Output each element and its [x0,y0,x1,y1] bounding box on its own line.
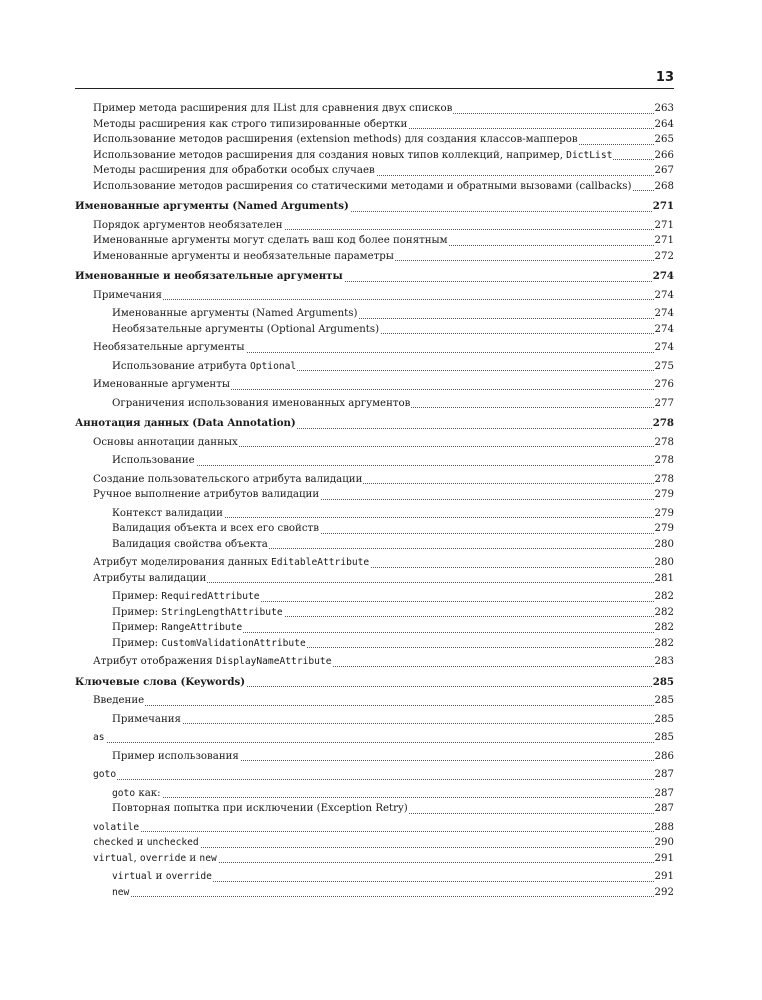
title-text: Введение [93,695,145,706]
toc-entry-page: 274 [654,322,674,338]
toc-entry-title [112,803,409,814]
toc-entry-title [112,871,213,882]
toc-entry[interactable] [75,835,674,851]
toc-entry-page: 282 [654,589,674,605]
toc-entry-title [112,523,320,534]
toc-entry[interactable] [75,869,674,885]
title-text: Основы аннотации данных [93,436,238,448]
toc-entry-page: 279 [654,521,674,537]
toc-entry-title [93,656,332,667]
toc-entry-title [93,732,106,743]
toc-entry-page: 278 [652,416,674,432]
title-text: Методы расширения как строго типизированные обертки [93,118,408,130]
toc-entry[interactable] [75,322,674,338]
toc-entry[interactable] [75,521,674,537]
toc-entry-title [112,308,358,319]
toc-entry-page: 274 [652,269,674,285]
toc-entry-title [93,342,246,353]
toc-entry-page: 278 [654,472,674,488]
code-term: virtual [93,852,134,864]
toc-entry-title [93,695,145,706]
title-text: Ключевые слова (Keywords) [75,675,246,688]
code-term: StringLengthAttribute [161,606,283,618]
title-text: и [186,852,200,864]
code-term: new [112,886,130,898]
toc-entry[interactable] [75,117,674,133]
toc-entry-title [93,769,117,780]
toc-entry[interactable] [75,654,674,670]
title-text: и [133,837,147,848]
title-text: Валидация объекта и всех его свойств [112,523,319,534]
title-text: Примечания [112,713,181,725]
title-text: Использование методов расширения (extension methods) для создания классов-мапперов [93,134,578,145]
toc-entry-page: 266 [654,148,674,164]
toc-entry[interactable] [75,306,674,322]
code-term: DisplayNameAttribute [215,656,332,667]
code-term: new [199,852,217,864]
title-text: Примечания [93,289,162,301]
toc-entry-title [112,887,130,898]
code-term: EditableAttribute [271,557,370,568]
title-text: Атрибут моделирования данных [93,557,272,568]
title-text: Ручное выполнение атрибутов валидации [93,489,320,500]
title-text: Необязательные аргументы [93,342,245,353]
toc-entry[interactable] [75,589,674,605]
title-text: Именованные аргументы и необязательные параметры [93,250,394,262]
toc-entry[interactable] [75,179,674,195]
toc-entry[interactable] [75,132,674,148]
toc-entry-page: 274 [654,306,674,322]
title-text: Именованные аргументы (Named Arguments) [75,200,349,212]
toc-entry-page: 272 [654,249,674,265]
title-text: Использование методов расширения для создания новых типов коллекций, например, [93,149,567,161]
dot-leader [112,896,654,897]
title-text: Пример метода расширения для IList для сравнения двух списков [93,103,453,114]
toc-entry-title [75,676,246,688]
toc-entry[interactable] [75,555,674,571]
title-text: Пример использования [112,750,239,762]
title-text: Валидация свойства объекта [112,538,268,550]
toc-entry-page: 287 [654,786,674,802]
toc-entry-title [112,714,182,725]
title-text: Создание пользовательского атрибута валидации [93,473,363,485]
toc-entry[interactable] [75,506,674,522]
toc-entry-title [93,181,632,192]
toc-entry-title [93,235,449,246]
code-term: goto [93,769,117,780]
toc-entry-page: 268 [654,179,674,195]
title-text: Порядок аргументов необязателен [93,219,283,231]
code-term: RequiredAttribute [161,591,260,602]
toc-entry-title [93,437,239,448]
title-text: Ограничения использования именованных аргументов [112,397,411,409]
toc-entry-page: 282 [654,620,674,636]
code-term: override [165,871,212,882]
toc-entry-page: 279 [654,487,674,503]
toc-entry-title [112,539,269,550]
toc-entry-title [93,165,376,176]
table-of-contents [75,101,674,900]
toc-entry-title [93,220,284,231]
toc-entry-page: 286 [654,749,674,765]
toc-entry-title [93,853,218,864]
toc-entry-page: 291 [654,851,674,867]
toc-entry-page: 264 [654,117,674,133]
toc-entry-title [75,200,350,212]
toc-entry-page: 271 [654,218,674,234]
toc-entry-title [93,134,579,145]
title-text: Атрибуты валидации [93,572,207,584]
toc-entry[interactable] [75,218,674,234]
toc-entry-title [93,379,231,390]
title-text: Именованные аргументы (Named Arguments) [112,308,358,319]
title-text: Атрибут отображения [93,656,216,667]
toc-entry[interactable] [75,749,674,765]
toc-entry-title [93,103,453,114]
code-term: virtual [112,871,153,882]
code-term: as [93,732,105,743]
toc-entry-title [93,251,395,262]
toc-entry-page: 271 [654,233,674,249]
code-term: goto [112,787,136,799]
code-term: CustomValidationAttribute [161,637,306,649]
title-text: Пример: [112,637,162,649]
toc-entry-title [93,822,140,833]
toc-entry[interactable] [75,269,674,285]
toc-entry-page: 285 [652,675,674,691]
title-text: Пример: [112,606,162,618]
toc-entry[interactable] [75,537,674,553]
title-text: Именованные аргументы [93,379,230,390]
toc-entry[interactable] [75,571,674,587]
toc-entry[interactable] [75,636,674,652]
toc-entry-title [112,622,243,633]
title-text: Использование атрибута [112,360,250,372]
title-text: Именованные и необязательные аргументы [75,270,343,282]
title-text: Контекст валидации [112,507,223,519]
toc-entry[interactable] [75,416,674,432]
toc-entry[interactable] [75,693,674,709]
toc-entry[interactable] [75,730,674,746]
header-rule [75,88,674,89]
toc-entry-page: 290 [654,835,674,851]
toc-entry-title [93,119,408,130]
toc-entry-page: 281 [654,571,674,587]
toc-entry-page: 267 [654,163,674,179]
code-term: volatile [93,821,140,833]
title-text: Аннотация данных (Data Annotation) [75,417,296,429]
dot-leader [112,797,654,798]
toc-entry[interactable] [75,233,674,249]
toc-entry-title [112,398,411,409]
dot-leader [93,831,654,832]
dot-leader [93,299,654,300]
dot-leader [93,705,654,706]
toc-entry-title [93,290,163,301]
title-text: как: [135,787,161,799]
toc-entry-title [112,591,261,602]
toc-entry-page: 287 [654,767,674,783]
toc-entry-title [93,150,613,161]
toc-entry-title [93,489,320,500]
title-text: Пример: [112,622,162,633]
toc-entry-page: 280 [654,537,674,553]
toc-entry[interactable] [75,249,674,265]
toc-entry[interactable] [75,396,674,412]
toc-entry-page: 285 [654,730,674,746]
toc-entry-title [112,607,284,618]
title-text: Необязательные аргументы (Optional Arguments) [112,323,380,335]
toc-entry[interactable] [75,851,674,867]
toc-entry[interactable] [75,377,674,393]
title-text: Именованные аргументы могут сделать ваш код более понятным [93,235,448,246]
toc-entry[interactable] [75,712,674,728]
toc-entry[interactable] [75,820,674,836]
title-text: Использование [112,455,195,466]
toc-entry[interactable] [75,801,674,817]
code-term: RangeAttribute [161,622,243,633]
toc-entry-title [112,455,196,466]
title-text: и [152,871,166,882]
title-text: Повторная попытка при исключении (Exception Retry) [112,803,408,814]
toc-entry[interactable] [75,340,674,356]
toc-entry-page: 278 [654,435,674,451]
code-term: DictList [566,149,613,161]
code-term: Optional [249,360,297,372]
toc-entry[interactable] [75,675,674,691]
toc-entry-page: 282 [654,636,674,652]
toc-entry-page: 279 [654,506,674,522]
toc-entry-title [75,270,344,282]
toc-entry-page: 292 [654,885,674,901]
toc-entry[interactable] [75,101,674,117]
toc-entry-page: 274 [654,288,674,304]
toc-entry-title [93,573,207,584]
toc-entry[interactable] [75,435,674,451]
toc-entry-title [112,751,240,762]
toc-entry-page: 265 [654,132,674,148]
toc-entry-title [93,474,363,485]
toc-entry-page: 275 [654,359,674,375]
toc-entry-page: 285 [654,693,674,709]
toc-entry-page: 282 [654,605,674,621]
code-term: checked [93,837,134,848]
dot-leader [93,742,654,743]
toc-entry[interactable] [75,786,674,802]
toc-entry[interactable] [75,163,674,179]
toc-entry-title [75,417,297,429]
toc-entry[interactable] [75,885,674,901]
toc-entry[interactable] [75,472,674,488]
dot-leader [112,723,654,724]
title-text: , [133,852,140,864]
toc-entry-page: 287 [654,801,674,817]
toc-entry-page: 288 [654,820,674,836]
toc-entry-title [112,324,380,335]
toc-entry-page: 291 [654,869,674,885]
toc-entry-title [112,361,297,372]
toc-entry-page: 276 [654,377,674,393]
toc-entry-title [112,508,224,519]
toc-entry-title [112,638,307,649]
title-text: Методы расширения для обработки особых случаев [93,165,375,176]
dot-leader [93,779,654,780]
toc-entry-page: 278 [654,453,674,469]
toc-entry[interactable] [75,605,674,621]
page-number: 13 [655,70,674,85]
toc-entry-page: 271 [652,199,674,215]
toc-entry[interactable] [75,767,674,783]
code-term: unchecked [146,837,199,848]
toc-entry[interactable] [75,148,674,164]
code-term: override [139,852,187,864]
toc-entry-title [112,788,162,799]
toc-entry[interactable] [75,487,674,503]
toc-entry-page: 283 [654,654,674,670]
toc-entry[interactable] [75,453,674,469]
toc-entry[interactable] [75,359,674,375]
title-text: Пример: [112,591,162,602]
toc-entry[interactable] [75,620,674,636]
title-text: Использование методов расширения со статическими методами и обратными вызовами (callbacks) [93,180,632,192]
toc-entry-page: 280 [654,555,674,571]
toc-entry[interactable] [75,288,674,304]
toc-entry-page: 285 [654,712,674,728]
toc-entry-page: 263 [654,101,674,117]
toc-entry-title [93,837,200,848]
toc-entry-page: 274 [654,340,674,356]
toc-entry[interactable] [75,199,674,215]
toc-entry-page: 277 [654,396,674,412]
toc-entry-title [93,557,370,568]
